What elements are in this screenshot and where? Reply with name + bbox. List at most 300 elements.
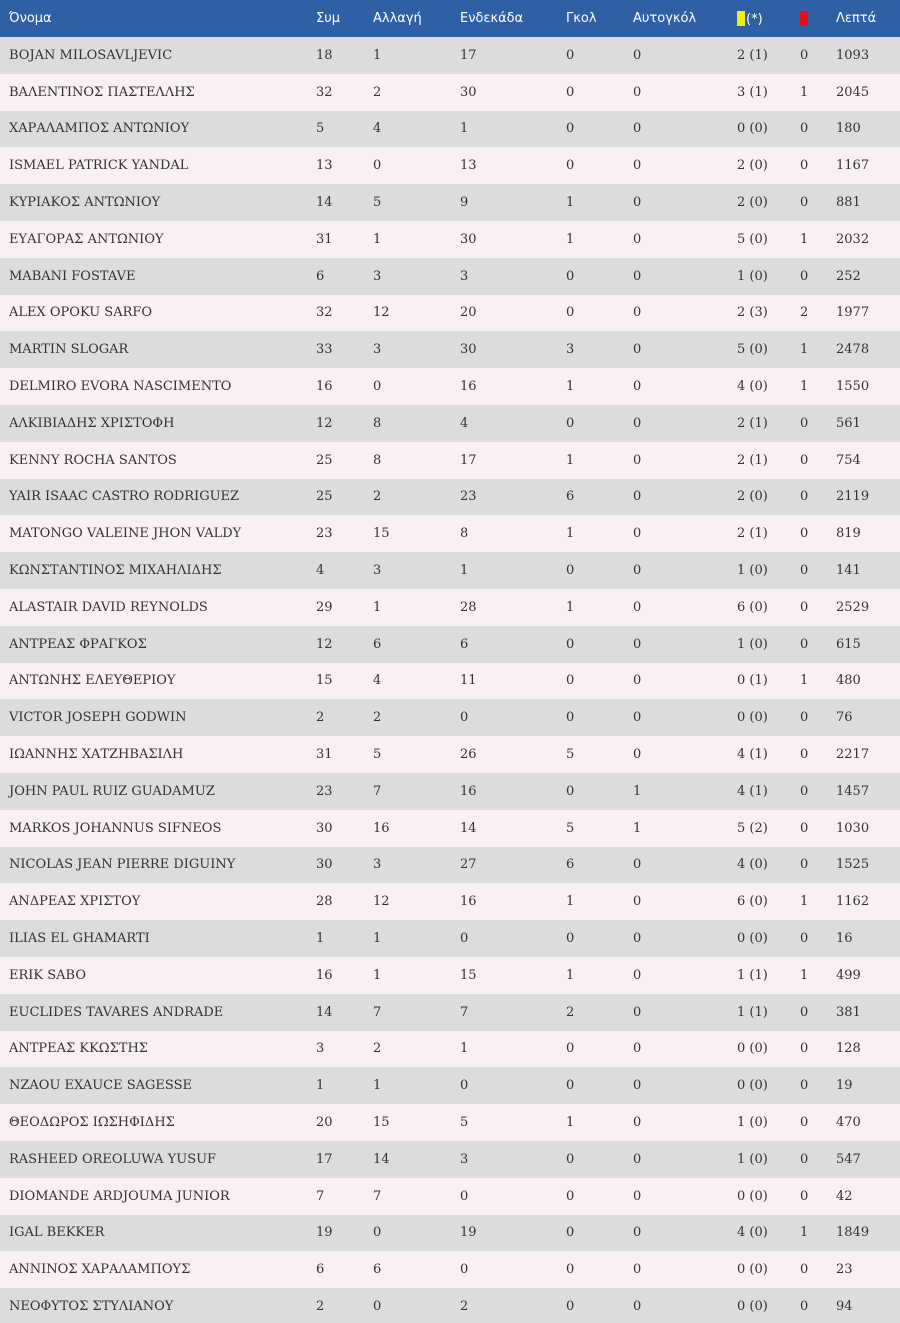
player-substitute: 2 [373, 710, 382, 726]
player-red-cards: 2 [800, 305, 809, 321]
table-row [0, 1215, 900, 1252]
player-yellow-cards: 1 (0) [737, 1151, 768, 1167]
player-yellow-cards: 2 (0) [737, 158, 768, 174]
player-own-goals: 0 [633, 526, 642, 542]
player-substitute: 4 [373, 673, 382, 689]
player-red-cards: 0 [800, 1078, 809, 1094]
player-appearances: 30 [316, 857, 333, 873]
player-own-goals: 0 [633, 1115, 642, 1130]
player-substitute: 3 [373, 563, 382, 579]
player-minutes: 1977 [836, 305, 870, 321]
player-starting: 17 [460, 47, 477, 63]
player-name[interactable]: ΑΝΝΙΝΟΣ ΧΑΡΑΛΑΜΠΟΥΣ [9, 1262, 191, 1278]
player-appearances: 31 [316, 747, 333, 763]
player-goals: 0 [566, 1298, 575, 1314]
player-own-goals: 0 [633, 231, 642, 247]
player-name[interactable]: ERIK SABO [9, 967, 87, 983]
player-name[interactable]: ΑΝΤΡΕΑΣ ΦΡΑΓΚΟΣ [9, 636, 147, 652]
player-starting: 16 [460, 379, 477, 395]
player-yellow-cards: 2 (1) [737, 452, 768, 468]
player-appearances: 23 [316, 783, 333, 799]
player-substitute: 12 [373, 894, 390, 910]
player-yellow-cards: 0 (0) [737, 931, 768, 947]
player-minutes: 1457 [836, 783, 870, 799]
player-minutes: 94 [836, 1298, 853, 1314]
player-red-cards: 1 [800, 1225, 809, 1241]
player-goals: 1 [566, 967, 575, 983]
player-minutes: 547 [836, 1151, 861, 1167]
player-starting: 6 [460, 636, 469, 652]
table-row [0, 111, 900, 148]
header-name[interactable]: Όνομα [9, 11, 52, 26]
player-red-cards: 0 [800, 415, 809, 431]
red-card-icon [800, 11, 808, 26]
player-starting: 1 [460, 1041, 469, 1057]
player-appearances: 28 [316, 894, 333, 910]
player-goals: 0 [566, 931, 575, 947]
player-own-goals: 0 [633, 1298, 642, 1314]
player-own-goals: 0 [633, 673, 642, 689]
table-row [0, 295, 900, 332]
player-appearances: 14 [316, 195, 333, 211]
player-minutes: 480 [836, 673, 861, 689]
player-substitute: 2 [373, 1041, 382, 1057]
player-substitute: 1 [373, 931, 382, 947]
player-red-cards: 0 [800, 1298, 809, 1314]
player-red-cards: 0 [800, 1041, 809, 1057]
player-starting: 1 [460, 563, 469, 579]
player-minutes: 1849 [836, 1225, 870, 1241]
player-red-cards: 0 [800, 1115, 809, 1130]
player-minutes: 128 [836, 1041, 861, 1057]
player-substitute: 8 [373, 452, 382, 468]
player-red-cards: 0 [800, 452, 809, 468]
table-row [0, 258, 900, 295]
player-substitute: 6 [373, 1262, 382, 1278]
player-substitute: 0 [373, 379, 382, 395]
player-substitute: 5 [373, 195, 382, 211]
player-minutes: 141 [836, 563, 861, 579]
player-red-cards: 1 [800, 379, 809, 395]
header-red-cards[interactable] [800, 0, 836, 37]
player-appearances: 23 [316, 526, 333, 542]
player-goals: 1 [566, 894, 575, 910]
player-minutes: 23 [836, 1262, 853, 1278]
player-starting: 26 [460, 747, 477, 763]
player-yellow-cards: 0 (0) [737, 1041, 768, 1057]
player-goals: 1 [566, 599, 575, 615]
player-substitute: 4 [373, 121, 382, 137]
player-substitute: 16 [373, 820, 390, 836]
player-goals: 0 [566, 415, 575, 431]
player-own-goals: 0 [633, 1004, 642, 1020]
player-red-cards: 1 [800, 231, 809, 247]
table-row [0, 479, 900, 516]
player-minutes: 19 [836, 1078, 853, 1094]
player-appearances: 2 [316, 710, 325, 726]
player-name[interactable]: ΘΕΟΔΩΡΟΣ ΙΩΣΗΦΙΔΗΣ [9, 1115, 175, 1130]
player-name[interactable]: DELMIRO EVORA NASCIMENTO [9, 379, 232, 395]
player-yellow-cards: 5 (0) [737, 342, 768, 358]
player-own-goals: 0 [633, 415, 642, 431]
player-yellow-cards: 6 (0) [737, 894, 768, 910]
player-yellow-cards: 0 (1) [737, 673, 768, 689]
header-starting[interactable]: Ενδεκάδα [460, 11, 524, 26]
player-starting: 8 [460, 526, 469, 542]
player-name[interactable]: MARKOS JOHANNUS SIFNEOS [9, 820, 222, 836]
player-appearances: 1 [316, 931, 325, 947]
player-red-cards: 0 [800, 158, 809, 174]
player-yellow-cards: 1 (1) [737, 967, 768, 983]
player-minutes: 1162 [836, 894, 870, 910]
player-substitute: 7 [373, 1188, 382, 1204]
player-yellow-cards: 5 (2) [737, 820, 768, 836]
player-name[interactable]: ISMAEL PATRICK YANDAL [9, 158, 189, 174]
player-name[interactable]: ALASTAIR DAVID REYNOLDS [9, 599, 208, 615]
player-minutes: 2032 [836, 231, 870, 247]
player-substitute: 1 [373, 1078, 382, 1094]
player-name[interactable]: ΕΥΑΓΟΡΑΣ ΑΝΤΩΝΙΟΥ [9, 231, 164, 247]
table-row [0, 1288, 900, 1323]
player-own-goals: 0 [633, 305, 642, 321]
player-red-cards: 0 [800, 1188, 809, 1204]
player-goals: 5 [566, 820, 575, 836]
player-minutes: 2119 [836, 489, 870, 505]
player-minutes: 561 [836, 415, 861, 431]
player-name[interactable]: DIOMANDE ARDJOUMA JUNIOR [9, 1188, 230, 1204]
player-name[interactable]: VICTOR JOSEPH GODWIN [9, 710, 187, 726]
player-starting: 14 [460, 820, 477, 836]
player-name[interactable]: ALEX OPOKU SARFO [9, 305, 153, 321]
player-appearances: 15 [316, 673, 333, 689]
player-appearances: 3 [316, 1041, 325, 1057]
player-goals: 0 [566, 1078, 575, 1094]
player-starting: 3 [460, 1151, 469, 1167]
player-substitute: 1 [373, 47, 382, 63]
player-yellow-cards: 4 (1) [737, 783, 768, 799]
table-row [0, 1031, 900, 1068]
table-row [0, 957, 900, 994]
player-own-goals: 1 [633, 820, 642, 836]
player-starting: 30 [460, 84, 477, 100]
player-name[interactable]: BOJAN MILOSAVLJEVIC [9, 47, 173, 63]
player-own-goals: 0 [633, 1078, 642, 1094]
player-yellow-cards: 0 (0) [737, 710, 768, 726]
player-minutes: 381 [836, 1004, 861, 1020]
player-minutes: 754 [836, 452, 861, 468]
player-substitute: 1 [373, 599, 382, 615]
player-appearances: 7 [316, 1188, 325, 1204]
header-own-goals[interactable]: Αυτογκόλ [633, 11, 697, 26]
player-yellow-cards: 0 (0) [737, 1262, 768, 1278]
player-goals: 1 [566, 195, 575, 211]
player-appearances: 25 [316, 452, 333, 468]
header-goals[interactable]: Γκολ [566, 11, 597, 26]
player-own-goals: 0 [633, 894, 642, 910]
player-goals: 0 [566, 84, 575, 100]
player-own-goals: 0 [633, 158, 642, 174]
player-goals: 1 [566, 379, 575, 395]
player-yellow-cards: 3 (1) [737, 84, 768, 100]
player-yellow-cards: 0 (0) [737, 1298, 768, 1314]
player-own-goals: 0 [633, 489, 642, 505]
player-own-goals: 0 [633, 967, 642, 983]
player-minutes: 180 [836, 121, 861, 137]
player-minutes: 76 [836, 710, 853, 726]
player-appearances: 6 [316, 268, 325, 284]
player-name[interactable]: ΙΩΑΝΝΗΣ ΧΑΤΖΗΒΑΣΙΛΗ [9, 747, 184, 763]
player-name[interactable]: ΑΝΤΩΝΗΣ ΕΛΕΥΘΕΡΙΟΥ [9, 673, 176, 689]
player-goals: 0 [566, 158, 575, 174]
player-substitute: 2 [373, 84, 382, 100]
player-name[interactable]: JOHN PAUL RUIZ GUADAMUZ [9, 783, 215, 799]
player-starting: 9 [460, 195, 469, 211]
player-red-cards: 0 [800, 1262, 809, 1278]
player-appearances: 12 [316, 415, 333, 431]
player-red-cards: 0 [800, 563, 809, 579]
player-substitute: 14 [373, 1151, 390, 1167]
player-goals: 0 [566, 268, 575, 284]
table-row [0, 810, 900, 847]
table-row [0, 221, 900, 258]
player-substitute: 5 [373, 747, 382, 763]
player-name[interactable]: KENNY ROCHA SANTOS [9, 452, 177, 468]
player-starting: 30 [460, 342, 477, 358]
yellow-card-icon [737, 11, 745, 26]
player-appearances: 1 [316, 1078, 325, 1094]
player-appearances: 13 [316, 158, 333, 174]
player-own-goals: 0 [633, 931, 642, 947]
player-substitute: 6 [373, 636, 382, 652]
player-starting: 0 [460, 931, 469, 947]
player-name[interactable]: YAIR ISAAC CASTRO RODRIGUEZ [9, 489, 240, 505]
player-appearances: 17 [316, 1151, 333, 1167]
player-red-cards: 0 [800, 747, 809, 763]
player-appearances: 4 [316, 563, 325, 579]
player-name[interactable]: NZAOU EXAUCE SAGESSE [9, 1078, 192, 1094]
player-name[interactable]: IGAL BEKKER [9, 1225, 105, 1241]
player-starting: 0 [460, 710, 469, 726]
player-own-goals: 0 [633, 747, 642, 763]
player-goals: 0 [566, 563, 575, 579]
player-name[interactable]: NICOLAS JEAN PIERRE DIGUINY [9, 857, 236, 873]
player-red-cards: 0 [800, 1004, 809, 1020]
table-row [0, 552, 900, 589]
player-substitute: 0 [373, 1225, 382, 1241]
player-starting: 16 [460, 783, 477, 799]
player-own-goals: 0 [633, 1151, 642, 1167]
player-starting: 1 [460, 121, 469, 137]
player-starting: 17 [460, 452, 477, 468]
player-red-cards: 1 [800, 894, 809, 910]
player-goals: 3 [566, 342, 575, 358]
table-row [0, 37, 900, 74]
player-name[interactable]: ΑΝΔΡΕΑΣ ΧΡΙΣΤΟΥ [9, 894, 141, 910]
player-yellow-cards: 1 (1) [737, 1004, 768, 1020]
player-yellow-cards: 0 (0) [737, 1188, 768, 1204]
player-appearances: 20 [316, 1115, 333, 1130]
player-own-goals: 0 [633, 710, 642, 726]
player-starting: 0 [460, 1078, 469, 1094]
table-row [0, 515, 900, 552]
player-appearances: 12 [316, 636, 333, 652]
table-header-row [0, 0, 900, 37]
player-goals: 0 [566, 1151, 575, 1167]
player-red-cards: 0 [800, 857, 809, 873]
player-minutes: 1030 [836, 820, 870, 836]
player-own-goals: 0 [633, 268, 642, 284]
player-name[interactable]: RASHEED OREOLUWA YUSUF [9, 1151, 217, 1167]
player-goals: 6 [566, 489, 575, 505]
player-red-cards: 0 [800, 710, 809, 726]
player-goals: 0 [566, 121, 575, 137]
player-goals: 0 [566, 1188, 575, 1204]
player-own-goals: 0 [633, 342, 642, 358]
player-goals: 0 [566, 1225, 575, 1241]
player-starting: 13 [460, 158, 477, 174]
player-substitute: 3 [373, 857, 382, 873]
player-own-goals: 0 [633, 379, 642, 395]
player-goals: 0 [566, 305, 575, 321]
player-minutes: 2478 [836, 342, 870, 358]
header-appearances[interactable]: Συμ [316, 11, 341, 26]
player-starting: 3 [460, 268, 469, 284]
player-starting: 23 [460, 489, 477, 505]
player-red-cards: 1 [800, 84, 809, 100]
player-starting: 2 [460, 1298, 469, 1314]
player-name[interactable]: MABANI FOSTAVE [9, 268, 136, 284]
table-row [0, 736, 900, 773]
table-row [0, 405, 900, 442]
player-name[interactable]: ΧΑΡΑΛΑΜΠΟΣ ΑΝΤΩΝΙΟΥ [9, 121, 190, 137]
player-yellow-cards: 4 (0) [737, 857, 768, 873]
player-yellow-cards: 4 (1) [737, 747, 768, 763]
player-yellow-cards: 0 (0) [737, 1078, 768, 1094]
player-yellow-cards: 2 (0) [737, 195, 768, 211]
player-own-goals: 0 [633, 857, 642, 873]
player-minutes: 1525 [836, 857, 870, 873]
player-appearances: 31 [316, 231, 333, 247]
player-substitute: 3 [373, 268, 382, 284]
player-goals: 1 [566, 452, 575, 468]
player-starting: 16 [460, 894, 477, 910]
player-own-goals: 0 [633, 1225, 642, 1241]
player-red-cards: 0 [800, 820, 809, 836]
player-minutes: 1167 [836, 158, 870, 174]
player-appearances: 6 [316, 1262, 325, 1278]
player-appearances: 30 [316, 820, 333, 836]
player-substitute: 12 [373, 305, 390, 321]
table-row [0, 1178, 900, 1215]
player-starting: 15 [460, 967, 477, 983]
player-own-goals: 0 [633, 563, 642, 579]
player-red-cards: 1 [800, 967, 809, 983]
player-starting: 27 [460, 857, 477, 873]
player-own-goals: 0 [633, 452, 642, 468]
table-row [0, 994, 900, 1031]
header-substitute[interactable]: Αλλαγή [373, 11, 422, 26]
player-yellow-cards: 0 (0) [737, 121, 768, 137]
player-minutes: 470 [836, 1115, 861, 1130]
player-substitute: 0 [373, 158, 382, 174]
player-substitute: 0 [373, 1298, 382, 1314]
player-own-goals: 0 [633, 1262, 642, 1278]
player-yellow-cards: 2 (1) [737, 526, 768, 542]
player-yellow-cards: 4 (0) [737, 1225, 768, 1241]
header-minutes[interactable]: Λεπτά [836, 11, 877, 26]
player-own-goals: 0 [633, 1188, 642, 1204]
player-name[interactable]: MARTIN SLOGAR [9, 342, 129, 358]
player-own-goals: 0 [633, 599, 642, 615]
header-yellow-suffix: (*) [746, 11, 763, 27]
player-yellow-cards: 6 (0) [737, 599, 768, 615]
table-row [0, 184, 900, 221]
player-name[interactable]: MATONGO VALEINE JHON VALDY [9, 526, 242, 542]
player-name[interactable]: ILIAS EL GHAMARTI [9, 931, 150, 947]
player-starting: 11 [460, 673, 477, 689]
player-yellow-cards: 2 (0) [737, 489, 768, 505]
player-red-cards: 0 [800, 931, 809, 947]
header-yellow-cards[interactable] [737, 0, 800, 37]
player-starting: 5 [460, 1115, 469, 1130]
player-name[interactable]: EUCLIDES TAVARES ANDRADE [9, 1004, 224, 1020]
player-own-goals: 0 [633, 1041, 642, 1057]
player-appearances: 5 [316, 121, 325, 137]
table-row [0, 699, 900, 736]
player-yellow-cards: 2 (1) [737, 47, 768, 63]
player-starting: 30 [460, 231, 477, 247]
player-name[interactable]: ΑΝΤΡΕΑΣ ΚΚΩΣΤΗΣ [9, 1041, 148, 1057]
table-row [0, 1251, 900, 1288]
player-red-cards: 0 [800, 599, 809, 615]
player-red-cards: 1 [800, 673, 809, 689]
player-starting: 0 [460, 1262, 469, 1278]
player-starting: 28 [460, 599, 477, 615]
player-goals: 0 [566, 636, 575, 652]
player-name[interactable]: ΑΛΚΙΒΙΑΔΗΣ ΧΡΙΣΤΟΦΗ [9, 415, 175, 431]
player-substitute: 3 [373, 342, 382, 358]
player-minutes: 42 [836, 1188, 853, 1204]
player-red-cards: 0 [800, 195, 809, 211]
table-row [0, 663, 900, 700]
player-own-goals: 0 [633, 636, 642, 652]
player-goals: 0 [566, 1262, 575, 1278]
player-red-cards: 0 [800, 47, 809, 63]
table-row [0, 74, 900, 111]
player-name[interactable]: ΚΩΝΣΤΑΝΤΙΝΟΣ ΜΙΧΑΗΛΙΔΗΣ [9, 563, 222, 579]
table-row [0, 589, 900, 626]
player-own-goals: 0 [633, 47, 642, 63]
player-yellow-cards: 1 (0) [737, 268, 768, 284]
player-substitute: 1 [373, 967, 382, 983]
player-name[interactable]: ΚΥΡΙΑΚΟΣ ΑΝΤΩΝΙΟΥ [9, 195, 161, 211]
table-row [0, 147, 900, 184]
player-name[interactable]: ΝΕΟΦΥΤΟΣ ΣΤΥΛΙΑΝΟΥ [9, 1298, 174, 1314]
player-minutes: 881 [836, 195, 861, 211]
player-starting: 19 [460, 1225, 477, 1241]
player-red-cards: 0 [800, 268, 809, 284]
player-goals: 0 [566, 1041, 575, 1057]
player-name[interactable]: ΒΑΛΕΝΤΙΝΟΣ ΠΑΣΤΕΛΛΗΣ [9, 84, 195, 100]
player-appearances: 18 [316, 47, 333, 63]
player-appearances: 16 [316, 379, 333, 395]
player-goals: 1 [566, 231, 575, 247]
table-row [0, 1104, 900, 1141]
player-minutes: 2529 [836, 599, 870, 615]
player-yellow-cards: 2 (3) [737, 305, 768, 321]
player-goals: 5 [566, 747, 575, 763]
player-substitute: 8 [373, 415, 382, 431]
